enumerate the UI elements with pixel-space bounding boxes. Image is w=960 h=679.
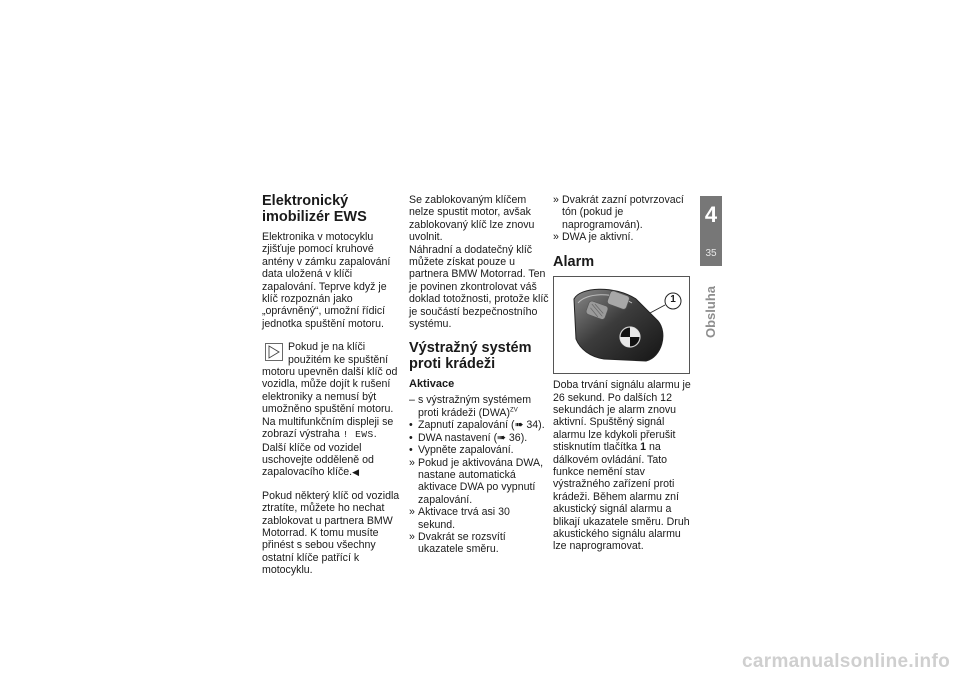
result-marker: » [409,456,415,469]
ews-intro-paragraph: Elektronika v motocyklu zjišťuje pomocí kruhové antény v zámku zapalování data uložená v klíči zapalování. Teprve když je klíč rozpoznán jako „oprávněný“, umožní řídicí jednotka spuštění motoru. [262,231,391,330]
list-item: » Pokud je aktivována DWA, nastane automatická aktivace DWA po vypnutí zapalování. [409,456,544,506]
ews-lost-key-paragraph: Pokud některý klíč od vozidla ztratíte, můžete ho nechat zablokovat u partnera BMW Motorrad. K tomu musíte přinést s sebou všechny ostatní klíče patřící k motocyklu. [262,489,400,577]
remote-key-fob-icon [554,277,689,373]
figure-callout-1: 1 [670,294,676,306]
spare-key-paragraph: Náhradní a dodatečný klíč můžete získat pouze u partnera BMW Motorrad. Ten je povinen zkontrolovat váš doklad totožnosti, protože klíč je součástí bezpečnostního systému. [409,243,549,331]
section-heading-alarm: Alarm [553,253,595,270]
end-marker-icon: ◀ [352,467,360,478]
alarm-paragraph: Doba trvání signálu alarmu je 26 sekund. Po dalších 12 sekundách je alarm znovu aktivní. Spuštěný signál alarmu lze kdykoli přerušit stisknutím tlačítka 1 na dálkovém ovládání. Tato funkce nemění stav výstražného zařízení proti krádeži. Během alarmu zní akustický signál alarmu a blikají ukazatele směru. Druh akustického signálu alarmu lze naprogramovat. [553,379,691,553]
result-marker: » [409,530,415,543]
column-2 [409,194,549,556]
dash-marker: – [409,394,415,407]
list-item: • DWA nastavení (➠ 36). [409,431,528,444]
column-1 [262,194,402,577]
note-triangle-icon [265,343,283,361]
list-item: • Zapnutí zapalování (➠ 34). [409,419,545,432]
ews-note: Pokud je na klíči použitém ke spuštění motoru upevněn další klíč od vozidla, může dojít k rušení elektroniky a nemusí být umožněno spuštění motoru. Na multifunkčním displeji se zobrazí výstraha ! EWS. Další klíče od vozidel uschovejte odděleně od zapalovacího klíče.◀ [262,341,398,479]
list-item: » Aktivace trvá asi 30 sekund. [409,506,510,531]
prerequisite-list [409,394,549,419]
list-item: • Vypněte zapalování. [409,444,514,457]
result-marker: » [553,231,559,244]
ews-note-text: Pokud je na klíči použitém ke spuštění motoru upevněn další klíč od vozidla, může dojít k rušení elektroniky a nemusí být umožněno spuštění motoru. Na multifunkčním displeji se zobrazí výstraha [262,341,398,441]
chapter-tab [700,196,722,266]
chapter-title: Obsluha [703,285,718,338]
watermark: carmanualsonline.info [742,651,950,672]
column-3 [553,194,693,553]
section-heading-ews: Elektronický imobilizér EWS [262,193,367,225]
remote-control-figure [553,276,690,374]
result-marker: » [553,194,559,206]
subheading-activation: Aktivace [409,378,455,391]
section-heading-dwa: Výstražný systém proti krádeži [409,340,532,372]
bullet-marker: • [409,431,413,444]
list-item: » DWA je aktivní. [553,231,634,244]
ews-note-text-2: Další klíče od vozidel uschovejte odděleně od zapalovacího klíče. [262,441,374,479]
steps-list [409,419,549,456]
list-item: » Dvakrát zazní potvrzovací tón (pokud je naprogramován). [553,194,684,231]
results-list [409,457,549,556]
ews-warning-code: ! EWS [342,429,374,441]
button-reference: 1 [640,441,647,454]
bullet-marker: • [409,444,413,457]
page-number: 35 [705,248,717,259]
chapter-number: 4 [704,202,718,227]
blocked-key-paragraph: Se zablokovaným klíčem nelze spustit motor, avšak zablokovaný klíč lze znovu uvolnit. [409,194,535,244]
bullet-marker: • [409,419,413,432]
equipment-superscript: ZV [510,407,518,414]
list-item: – s výstražným systémem proti krádeži (DWA)$^{ZV}$ [409,394,532,419]
result-marker: » [409,506,415,519]
results-list-continued [553,194,693,244]
list-item: » Dvakrát se rozsvítí ukazatele směru. [409,530,506,556]
